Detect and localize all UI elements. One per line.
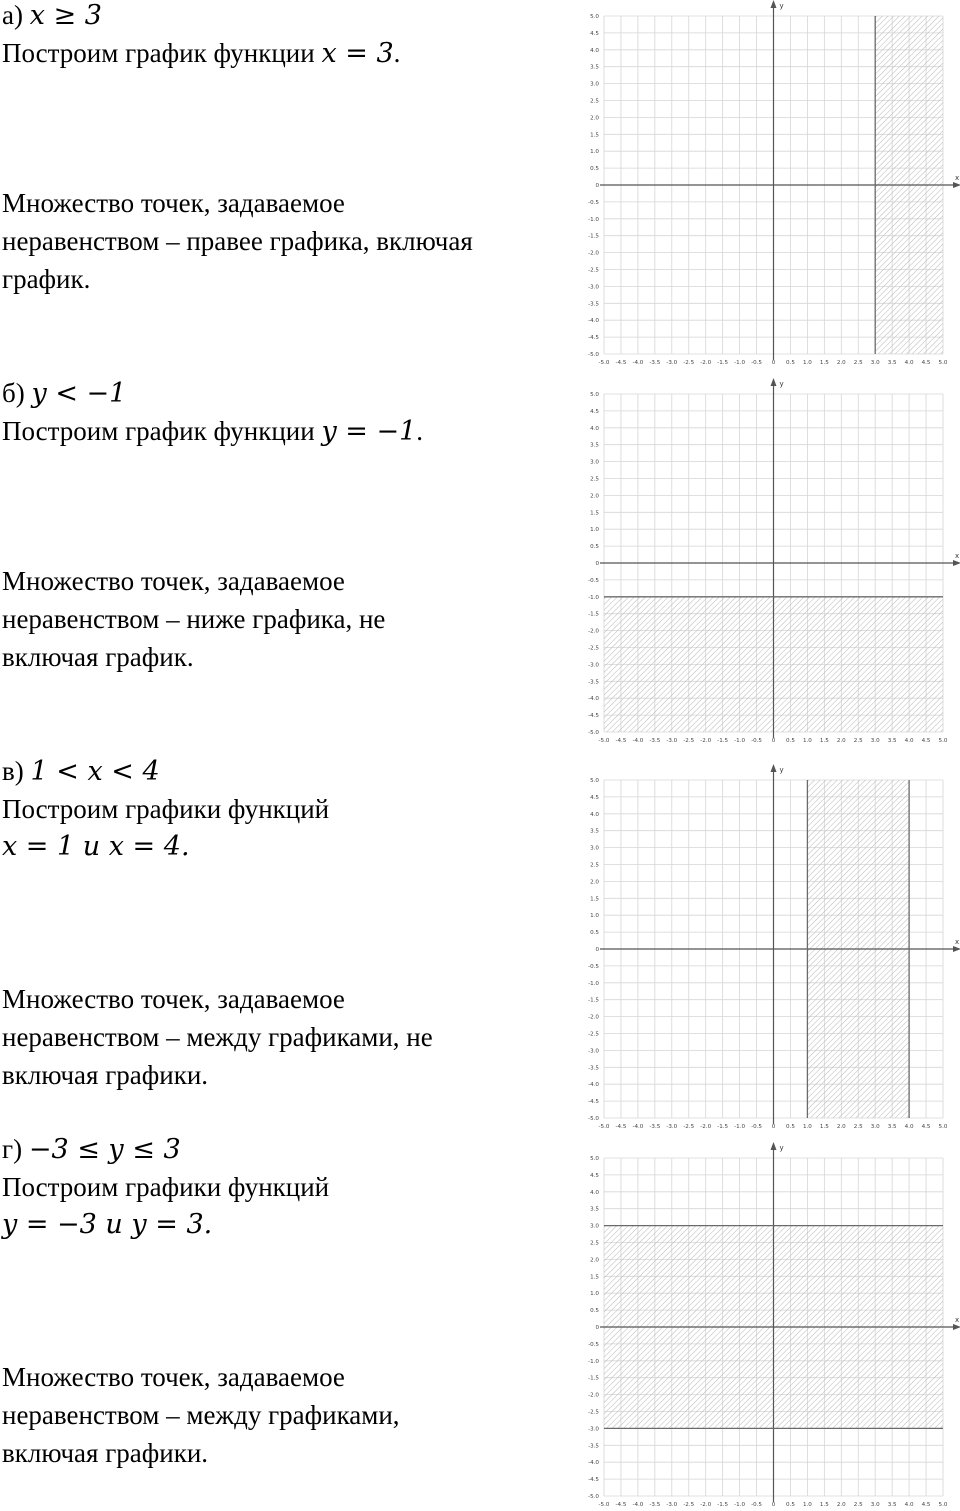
x-tick-label: -1.5 [717, 1502, 729, 1508]
x-tick-label: 1.0 [802, 1124, 812, 1130]
y-axis-label: y [779, 2, 784, 10]
y-tick-label: -3.5 [588, 301, 599, 308]
x-tick-label: 4.0 [904, 738, 914, 744]
task-b [0, 378, 960, 755]
task-b-desc-3: включая график. [2, 642, 194, 672]
y-tick-label: 0 [595, 561, 599, 567]
task-a-build-line: Построим график функции x = 3. [2, 38, 401, 69]
x-tick-label: 4.0 [904, 360, 914, 366]
y-tick-label: -5.0 [588, 352, 599, 358]
task-a-desc-2: неравенством – правее графика, включая [2, 226, 473, 256]
task-b-header [2, 374, 126, 413]
y-tick-label: -2.0 [588, 1014, 599, 1021]
x-tick-label: 4.5 [921, 360, 931, 366]
x-tick-label: -3.0 [666, 1502, 678, 1508]
x-tick-label: 5.0 [938, 360, 948, 366]
task-b-build-prefix: Построим график функции [2, 416, 315, 446]
y-tick-label: 2.5 [590, 476, 599, 483]
x-tick-label: 3.5 [887, 1502, 897, 1508]
y-tick-label: -1.5 [588, 1375, 599, 1382]
task-d-header [2, 1130, 181, 1169]
x-tick-label: -3.5 [649, 360, 661, 366]
graph-d [570, 1142, 960, 1507]
x-tick-label: -1.5 [717, 738, 729, 744]
x-tick-label: -2.5 [683, 360, 695, 366]
x-tick-label: 0.5 [785, 1124, 795, 1130]
x-tick-label: 2.5 [853, 360, 863, 366]
x-tick-label: -2.0 [700, 360, 712, 366]
y-tick-label: 3.0 [590, 845, 599, 852]
task-b-inequality: y < −1 [31, 378, 127, 409]
task-c-header [2, 752, 160, 791]
x-tick-label: -3.0 [666, 738, 678, 744]
y-tick-label: -4.5 [588, 1477, 599, 1484]
y-tick-label: 4.5 [590, 408, 599, 415]
task-c-label: в) [2, 756, 24, 786]
x-tick-label: -5.0 [598, 360, 610, 366]
task-d-desc-2: неравенством – между графиками, [2, 1400, 400, 1430]
x-tick-label: -2.5 [683, 738, 695, 744]
x-tick-label: -5.0 [598, 1502, 610, 1508]
x-axis-label: x [955, 174, 960, 182]
x-tick-label: -1.5 [717, 360, 729, 366]
y-tick-label: 5.0 [590, 1156, 599, 1162]
task-c [0, 756, 960, 1133]
task-c-desc-3: включая графики. [2, 1060, 209, 1090]
task-c-desc-2: неравенством – между графиками, не [2, 1022, 433, 1052]
y-tick-label: 4.5 [590, 1172, 599, 1179]
x-tick-label: -3.5 [649, 1124, 661, 1130]
x-tick-label: -4.0 [632, 738, 644, 744]
x-tick-label: -2.5 [683, 1124, 695, 1130]
x-tick-label: -2.0 [700, 738, 712, 744]
x-tick-label: 2.0 [836, 1124, 846, 1130]
y-axis-label: y [779, 766, 784, 774]
task-b-desc-1: Множество точек, задаваемое [2, 566, 345, 596]
x-tick-label: -5.0 [598, 1124, 610, 1130]
y-tick-label: -2.5 [588, 267, 599, 274]
y-axis-label: y [779, 1144, 784, 1152]
y-tick-label: -1.0 [588, 594, 599, 601]
x-tick-label: 3.5 [887, 1124, 897, 1130]
y-tick-label: 5.0 [590, 392, 599, 398]
x-tick-label: 3.0 [870, 1124, 880, 1130]
y-tick-label: -0.5 [588, 1341, 599, 1348]
y-tick-label: -3.5 [588, 1065, 599, 1072]
y-tick-label: -5.0 [588, 1116, 599, 1122]
x-tick-label: 3.5 [887, 738, 897, 744]
y-tick-label: 1.5 [590, 1274, 599, 1281]
y-tick-label: 2.0 [590, 1257, 599, 1264]
x-tick-label: -2.0 [700, 1124, 712, 1130]
x-tick-label: -1.0 [734, 738, 746, 744]
x-tick-label: 2.0 [836, 360, 846, 366]
x-tick-label: 1.5 [819, 1124, 829, 1130]
y-tick-label: 4.0 [590, 47, 599, 54]
y-tick-label: 0.5 [590, 166, 599, 173]
y-tick-label: -3.0 [588, 1048, 599, 1055]
y-tick-label: -2.5 [588, 645, 599, 652]
y-tick-label: 2.0 [590, 493, 599, 500]
x-tick-label: -2.5 [683, 1502, 695, 1508]
x-axis-label: x [955, 1316, 960, 1324]
y-tick-label: 2.0 [590, 879, 599, 886]
y-tick-label: 0 [595, 947, 599, 953]
task-b-desc-2: неравенством – ниже графика, не [2, 604, 386, 634]
x-tick-label: -3.5 [649, 738, 661, 744]
x-tick-label: 1.5 [819, 1502, 829, 1508]
y-tick-label: -4.0 [588, 696, 599, 703]
x-tick-label: 1.5 [819, 738, 829, 744]
y-tick-label: -4.0 [588, 1082, 599, 1089]
x-tick-label: -4.5 [615, 1502, 627, 1508]
y-tick-label: 4.0 [590, 811, 599, 818]
x-tick-label: 0 [771, 360, 776, 366]
x-tick-label: -4.5 [615, 738, 627, 744]
y-tick-label: -4.0 [588, 1460, 599, 1467]
x-tick-label: -0.5 [751, 360, 763, 366]
x-tick-label: 1.5 [819, 360, 829, 366]
x-tick-label: 5.0 [938, 1124, 948, 1130]
graph-b [570, 378, 960, 743]
y-tick-label: 5.0 [590, 778, 599, 784]
x-axis-label: x [955, 552, 960, 560]
y-tick-label: 4.5 [590, 794, 599, 801]
y-tick-label: 1.0 [590, 1291, 599, 1298]
x-tick-label: -0.5 [751, 1124, 763, 1130]
y-tick-label: -2.0 [588, 628, 599, 635]
x-tick-label: -4.5 [615, 1124, 627, 1130]
y-tick-label: 3.0 [590, 81, 599, 88]
y-tick-label: 0.5 [590, 930, 599, 937]
task-a-inequality: x ≥ 3 [29, 0, 102, 31]
task-c-inequality: 1 < x < 4 [30, 756, 160, 787]
y-tick-label: -2.0 [588, 250, 599, 257]
task-a-build-prefix: Построим график функции [2, 38, 315, 68]
y-axis-arrow-icon [771, 378, 777, 386]
x-tick-label: 0 [771, 1124, 776, 1130]
x-tick-label: 1.0 [802, 360, 812, 366]
y-tick-label: -2.5 [588, 1031, 599, 1038]
y-tick-label: -0.5 [588, 199, 599, 206]
y-tick-label: -1.0 [588, 1358, 599, 1365]
x-tick-label: 4.5 [921, 738, 931, 744]
x-tick-label: 2.5 [853, 738, 863, 744]
x-axis-arrow-icon [953, 946, 960, 952]
y-tick-label: -5.0 [588, 730, 599, 736]
task-c-desc-1: Множество точек, задаваемое [2, 984, 345, 1014]
y-tick-label: -3.0 [588, 284, 599, 291]
y-tick-label: 2.5 [590, 862, 599, 869]
x-tick-label: 0.5 [785, 1502, 795, 1508]
graph-a [570, 0, 960, 365]
task-d-desc-1: Множество точек, задаваемое [2, 1362, 345, 1392]
y-tick-label: -3.5 [588, 1443, 599, 1450]
y-tick-label: 3.0 [590, 459, 599, 466]
x-tick-label: -1.0 [734, 1124, 746, 1130]
x-tick-label: 2.0 [836, 1502, 846, 1508]
x-tick-label: -2.0 [700, 1502, 712, 1508]
x-tick-label: 3.0 [870, 360, 880, 366]
task-c-build-line2: x = 1 и x = 4. [2, 831, 190, 862]
y-tick-label: 2.5 [590, 1240, 599, 1247]
y-tick-label: 4.5 [590, 30, 599, 37]
y-axis-label: y [779, 380, 784, 388]
y-tick-label: 4.0 [590, 425, 599, 432]
x-tick-label: 4.0 [904, 1502, 914, 1508]
x-tick-label: 0.5 [785, 360, 795, 366]
x-tick-label: 1.0 [802, 738, 812, 744]
x-tick-label: -4.0 [632, 360, 644, 366]
y-tick-label: -1.5 [588, 611, 599, 618]
graph-c [570, 764, 960, 1129]
task-a-desc-1: Множество точек, задаваемое [2, 188, 345, 218]
y-tick-label: -5.0 [588, 1494, 599, 1500]
x-tick-label: 3.0 [870, 1502, 880, 1508]
y-tick-label: 3.5 [590, 442, 599, 449]
task-b-build-math: y = −1 [321, 416, 417, 447]
y-tick-label: 1.5 [590, 132, 599, 139]
x-tick-label: 5.0 [938, 738, 948, 744]
task-d-build-line2: y = −3 и y = 3. [2, 1209, 213, 1240]
y-axis-arrow-icon [771, 1142, 777, 1150]
task-c-build-prefix: Построим графики функций [2, 794, 330, 824]
x-tick-label: -4.0 [632, 1124, 644, 1130]
task-a-desc-3: график. [2, 264, 91, 294]
x-tick-label: -1.0 [734, 1502, 746, 1508]
x-tick-label: 0.5 [785, 738, 795, 744]
task-d-label: г) [2, 1134, 23, 1164]
y-tick-label: 0.5 [590, 1308, 599, 1315]
y-tick-label: 1.5 [590, 896, 599, 903]
task-a-label: а) [2, 0, 23, 30]
x-axis-arrow-icon [953, 182, 960, 188]
x-tick-label: -3.5 [649, 1502, 661, 1508]
y-tick-label: 0.5 [590, 544, 599, 551]
task-b-build-line: Построим график функции y = −1. [2, 416, 424, 447]
y-tick-label: 3.5 [590, 1206, 599, 1213]
y-tick-label: -4.5 [588, 713, 599, 720]
x-tick-label: -4.0 [632, 1502, 644, 1508]
y-tick-label: 3.0 [590, 1223, 599, 1230]
x-tick-label: -0.5 [751, 738, 763, 744]
y-tick-label: 2.0 [590, 115, 599, 122]
y-tick-label: 4.0 [590, 1189, 599, 1196]
y-tick-label: -2.5 [588, 1409, 599, 1416]
x-tick-label: -1.5 [717, 1124, 729, 1130]
task-d [0, 1134, 960, 1511]
x-tick-label: -3.0 [666, 1124, 678, 1130]
x-tick-label: -1.0 [734, 360, 746, 366]
x-tick-label: 3.5 [887, 360, 897, 366]
y-tick-label: -1.5 [588, 997, 599, 1004]
y-tick-label: -0.5 [588, 577, 599, 584]
task-a [0, 0, 960, 377]
task-b-label: б) [2, 378, 25, 408]
y-tick-label: -4.5 [588, 335, 599, 342]
x-tick-label: 0 [771, 1502, 776, 1508]
y-tick-label: 1.0 [590, 913, 599, 920]
y-tick-label: 0 [595, 183, 599, 189]
x-tick-label: 4.5 [921, 1502, 931, 1508]
y-tick-label: 2.5 [590, 98, 599, 105]
y-tick-label: 3.5 [590, 828, 599, 835]
y-tick-label: 1.5 [590, 510, 599, 517]
y-tick-label: 1.0 [590, 527, 599, 534]
task-d-desc-3: включая графики. [2, 1438, 209, 1468]
y-axis-arrow-icon [771, 0, 777, 8]
y-tick-label: -1.0 [588, 216, 599, 223]
x-tick-label: 3.0 [870, 738, 880, 744]
y-tick-label: -4.0 [588, 318, 599, 325]
y-tick-label: -0.5 [588, 963, 599, 970]
y-tick-label: -3.5 [588, 679, 599, 686]
x-tick-label: 0 [771, 738, 776, 744]
x-tick-label: -5.0 [598, 738, 610, 744]
x-tick-label: 2.0 [836, 738, 846, 744]
y-tick-label: -1.5 [588, 233, 599, 240]
y-tick-label: 1.0 [590, 149, 599, 156]
y-tick-label: -3.0 [588, 662, 599, 669]
y-tick-label: -2.0 [588, 1392, 599, 1399]
x-axis-label: x [955, 938, 960, 946]
x-tick-label: 4.5 [921, 1124, 931, 1130]
y-tick-label: -3.0 [588, 1426, 599, 1433]
x-axis-arrow-icon [953, 1324, 960, 1330]
y-tick-label: 0 [595, 1325, 599, 1331]
x-tick-label: -4.5 [615, 360, 627, 366]
x-tick-label: 4.0 [904, 1124, 914, 1130]
task-d-build-prefix: Построим графики функций [2, 1172, 330, 1202]
task-a-build-math: x = 3 [321, 38, 394, 69]
task-d-inequality: −3 ≤ y ≤ 3 [28, 1134, 181, 1165]
x-tick-label: -3.0 [666, 360, 678, 366]
x-tick-label: -0.5 [751, 1502, 763, 1508]
x-tick-label: 1.0 [802, 1502, 812, 1508]
y-axis-arrow-icon [771, 764, 777, 772]
y-tick-label: -1.0 [588, 980, 599, 987]
x-tick-label: 5.0 [938, 1502, 948, 1508]
task-a-header [2, 0, 102, 35]
x-tick-label: 2.5 [853, 1124, 863, 1130]
y-tick-label: -4.5 [588, 1099, 599, 1106]
x-tick-label: 2.5 [853, 1502, 863, 1508]
x-axis-arrow-icon [953, 560, 960, 566]
y-tick-label: 5.0 [590, 14, 599, 20]
y-tick-label: 3.5 [590, 64, 599, 71]
